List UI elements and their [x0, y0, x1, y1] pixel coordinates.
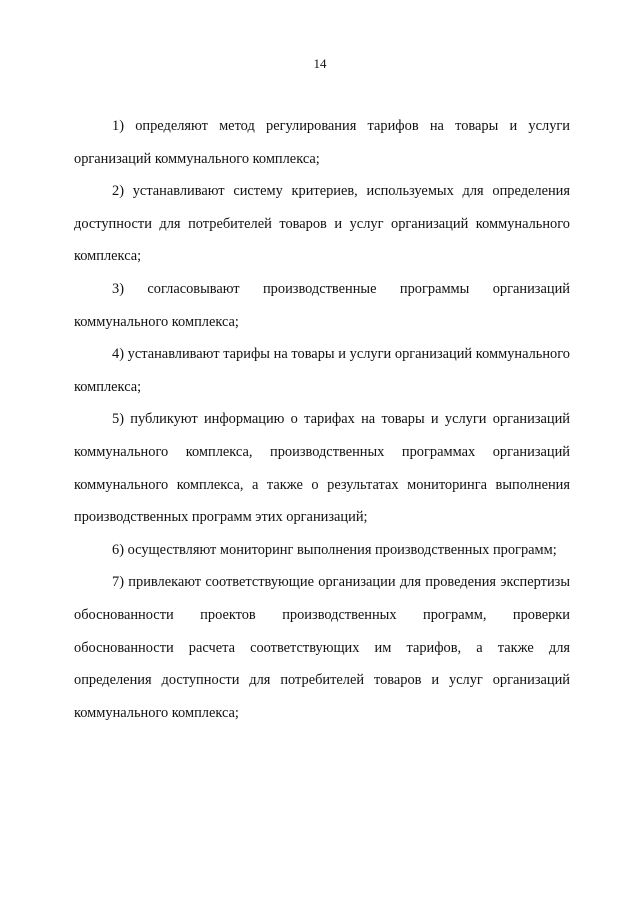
paragraph-item-4: 4) устанавливают тарифы на товары и услуги организаций коммунального комплекса;	[74, 346, 570, 395]
paragraph-item-7: 7) привлекают соответствующие организации для проведения экспертизы обоснованности проектов производственных программ, проверки обоснованности расчета соответствующих им тарифов, а также для определения доступности для потребителей товаров и услуг организаций коммунального комплекса;	[74, 574, 570, 721]
paragraph-item-6: 6) осуществляют мониторинг выполнения производственных программ;	[112, 541, 557, 558]
paragraph-item-2: 2) устанавливают систему критериев, используемых для определения доступности для потребителей товаров и услуг организаций коммунального комплекса;	[74, 183, 570, 265]
document-body	[74, 110, 570, 729]
page-number: 14	[313, 56, 327, 71]
paragraph-item-3: 3) согласовывают производственные программы организаций коммунального комплекса;	[74, 280, 570, 330]
paragraph-item-1: 1) определяют метод регулирования тарифов на товары и услуги организаций коммунального комплекса;	[74, 118, 570, 167]
paragraph-item-5: 5) публикуют информацию о тарифах на товары и услуги организаций коммунального комплекса, производственных программах организаций коммунального комплекса, а также о результатах мониторинга выполнения производственных программ этих организаций;	[74, 411, 570, 526]
